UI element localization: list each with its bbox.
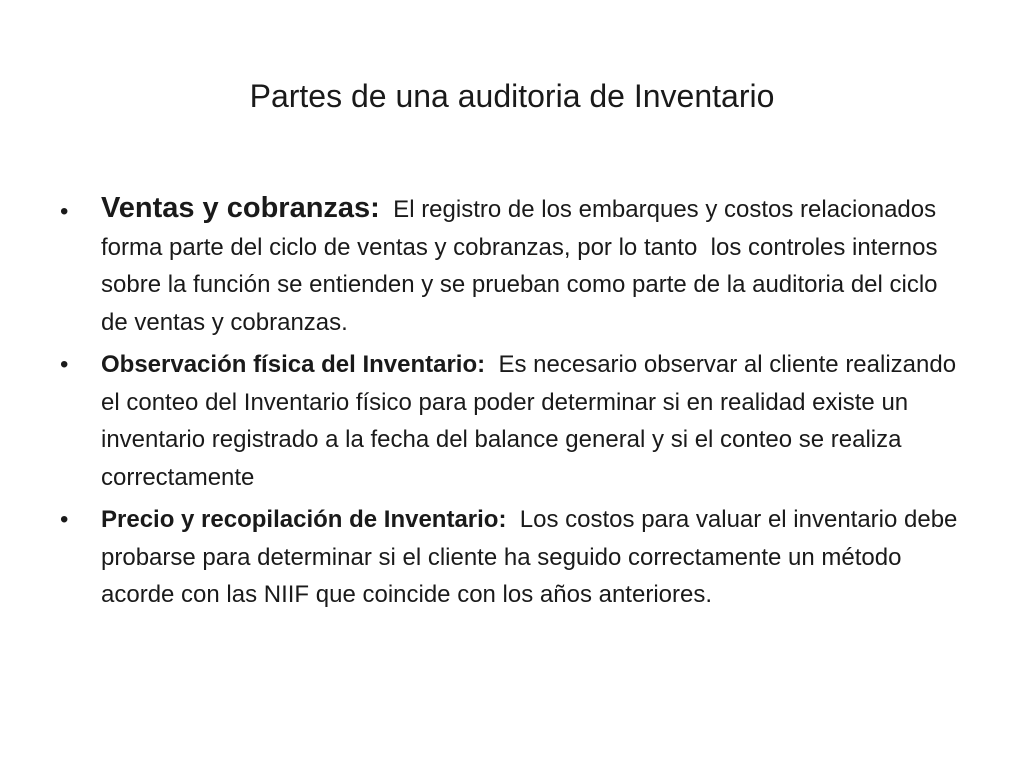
bullet-text: El registro de los embarques y costos relacionados forma parte del ciclo de ventas y cobranzas, por lo tanto los controles internos sobre la función se entienden y se prueban como parte de la auditoria del ciclo de ventas y cobranzas. xyxy=(101,196,945,336)
bullet-text: Es necesario observar al cliente realizando el conteo del Inventario físico para poder determinar si en realidad existe un inventario registrado a la fecha del balance general y si el conteo se realiza correctamente xyxy=(101,351,963,491)
bullet-heading: Observación física del Inventario: xyxy=(101,351,486,378)
bullet-list xyxy=(60,190,965,614)
bullet-marker: • xyxy=(60,198,69,225)
bullet-item-ventas-cobranzas xyxy=(60,190,960,341)
slide-title: Partes de una auditoria de Inventario xyxy=(249,78,775,114)
bullet-marker: • xyxy=(60,351,69,378)
bullet-item-precio-recopilacion xyxy=(60,501,965,614)
bullet-item-observacion-fisica xyxy=(60,346,963,496)
bullet-heading: Precio y recopilación de Inventario: xyxy=(101,506,507,533)
bullet-marker: • xyxy=(60,506,69,533)
bullet-heading: Ventas y cobranzas: xyxy=(101,192,380,224)
bullet-text: Los costos para valuar el inventario debe probarse para determinar si el cliente ha seguido correctamente un método acorde con las NIIF que coincide con los años anteriores. xyxy=(101,506,965,608)
